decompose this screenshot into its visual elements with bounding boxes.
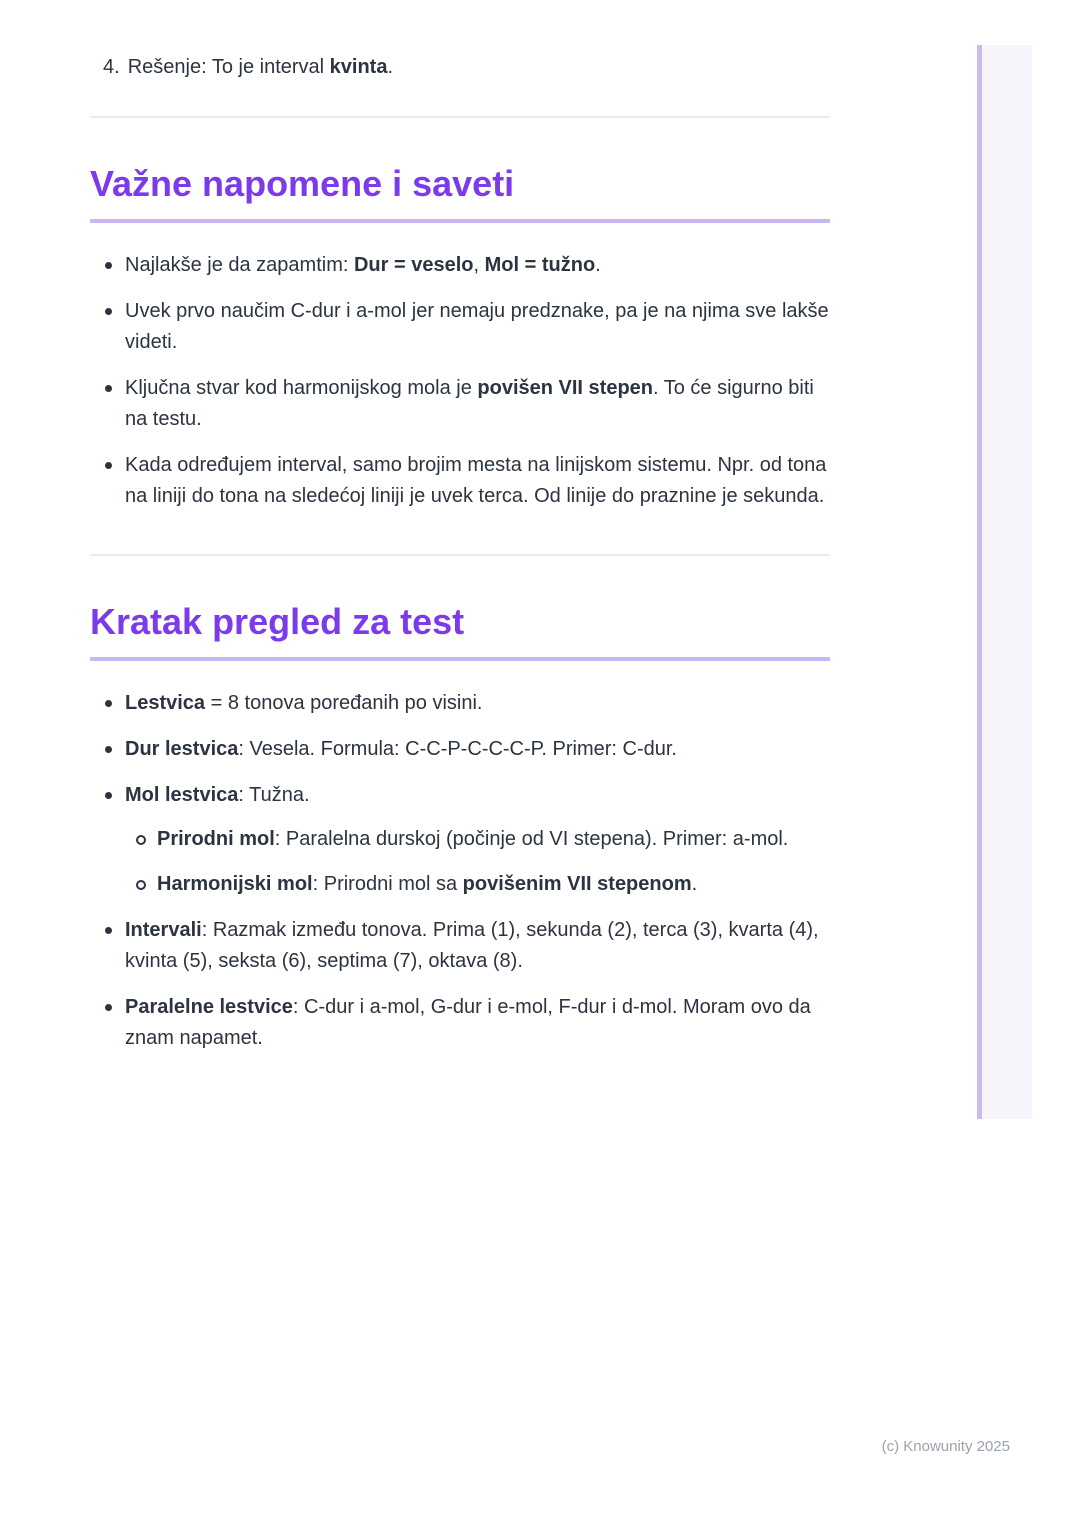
solution-number: 4. (103, 56, 120, 78)
list-item-text: Kada određujem interval, samo brojim mesta na linijskom sistemu. Npr. od tona na liniji do tona na sledećoj liniji je uvek terca. Od linije do praznine je sekunda. (125, 454, 827, 507)
section-title-review: Kratak pregled za test (90, 601, 830, 661)
list-item-text: Dur lestvica: Vesela. Formula: C-C-P-C-C-C-P. Primer: C-dur. (125, 738, 677, 760)
section-divider (90, 554, 830, 556)
notes-bullet-list (90, 250, 830, 512)
list-item-text: Lestvica = 8 tonova poređanih po visini. (125, 692, 483, 714)
solution-text: Rešenje: To je interval kvinta. (127, 56, 394, 78)
list-item-text: Intervali: Razmak između tonova. Prima (1), sekunda (2), terca (3), kvarta (4), kvinta (5), seksta (6), septima (7), oktava (8). (125, 919, 819, 972)
section-divider (90, 116, 830, 118)
list-item (90, 734, 830, 765)
list-item (90, 450, 830, 512)
list-item-text: Najlakše je da zapamtim: Dur = veselo, Mol = tužno. (125, 254, 601, 276)
copyright-notice: (c) Knowunity 2025 (881, 1438, 1010, 1455)
review-bullet-list (90, 688, 830, 1054)
list-item (90, 915, 830, 977)
list-item-text: Paralelne lestvice: C-dur i a-mol, G-dur i e-mol, F-dur i d-mol. Moram ovo da znam napamet. (125, 996, 811, 1049)
list-item (90, 296, 830, 358)
list-item-text: Ključna stvar kod harmonijskog mola je povišen VII stepen. To će sigurno biti na testu. (125, 377, 814, 430)
list-item (90, 780, 830, 900)
sub-list-item (125, 824, 830, 855)
list-item-text: Harmonijski mol: Prirodni mol sa povišenim VII stepenom. (157, 873, 698, 895)
side-highlight-bar (977, 45, 1032, 1119)
list-item-text: Prirodni mol: Paralelna durskoj (počinje od VI stepena). Primer: a-mol. (157, 828, 789, 850)
list-item (90, 373, 830, 435)
section-title-notes: Važne napomene i saveti (90, 163, 830, 223)
list-item (90, 250, 830, 281)
document-content (90, 0, 830, 1069)
solution-line (90, 54, 830, 80)
mol-sub-list (125, 824, 830, 900)
list-item-text: Uvek prvo naučim C-dur i a-mol jer nemaju predznake, pa je na njima sve lakše videti. (125, 300, 829, 353)
list-item (90, 992, 830, 1054)
list-item (90, 688, 830, 719)
sub-list-item (125, 869, 830, 900)
list-item-text: Mol lestvica: Tužna. (125, 784, 310, 806)
